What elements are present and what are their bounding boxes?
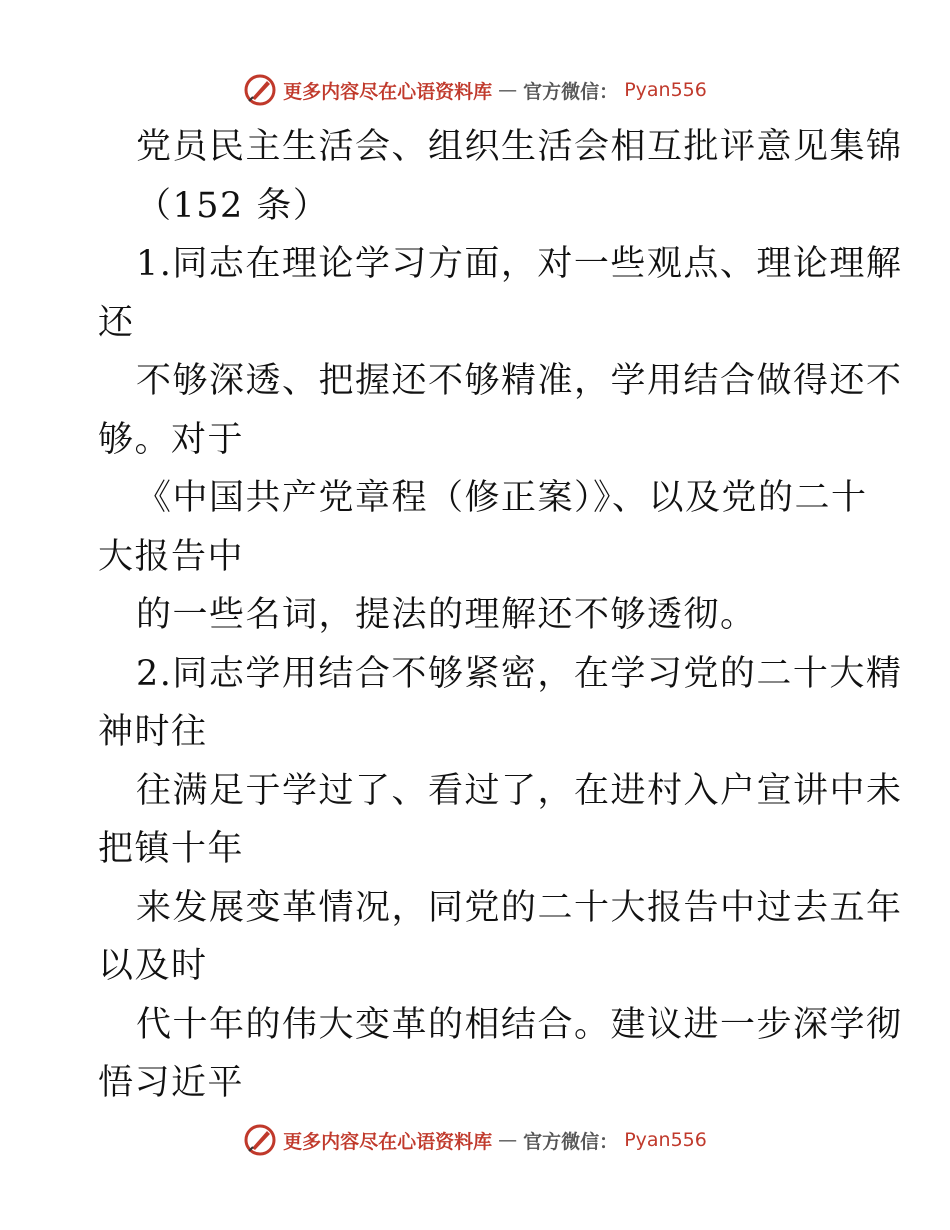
quill-in-circle-icon: [243, 73, 277, 107]
document-title: 党员民主生活会、组织生活会相互批评意见集锦: [136, 127, 903, 167]
text-line: 2.同志学用结合不够紧密，在学习党的二十大精: [136, 653, 903, 694]
text-line: 还: [98, 302, 135, 343]
text-line: 够。对于: [98, 419, 245, 460]
text-line: 不够深透、把握还不够精准，学用结合做得还不: [136, 361, 903, 401]
document-subtitle: （152 条）: [136, 185, 330, 226]
text-line: 的一些名词，提法的理解还不够透彻。: [136, 595, 757, 635]
document-body: [98, 118, 903, 1113]
watermark-separator: —: [498, 79, 518, 101]
text-line: 神时往: [98, 712, 208, 752]
watermark-account: Pyan556: [624, 79, 707, 101]
footer-watermark: [0, 1120, 950, 1160]
text-line: 往满足于学过了、看过了，在进村入户宣讲中未: [136, 770, 903, 811]
quill-in-circle-icon: [243, 1123, 277, 1157]
text-line: 1.同志在理论学习方面，对一些观点、理论理解: [136, 244, 903, 284]
text-line: 来发展变革情况，同党的二十大报告中过去五年: [136, 887, 903, 928]
watermark-gray-text: 官方微信：: [523, 1130, 619, 1153]
watermark-gray-text: 官方微信：: [523, 80, 619, 103]
watermark-account: Pyan556: [624, 1129, 707, 1151]
watermark-separator: —: [498, 1129, 518, 1151]
text-line: 以及时: [98, 946, 208, 986]
text-line: 代十年的伟大变革的相结合。建议进一步深学彻: [136, 1004, 903, 1045]
text-line: 把镇十年: [98, 829, 245, 869]
header-watermark: [0, 70, 950, 110]
watermark-red-text: 更多内容尽在心语资料库: [283, 80, 493, 103]
text-line: 《中国共产党章程（修正案）》、以及党的二十: [136, 478, 868, 518]
text-line: 大报告中: [98, 536, 245, 577]
watermark-red-text: 更多内容尽在心语资料库: [283, 1130, 493, 1153]
text-line: 悟习近平: [98, 1063, 245, 1103]
